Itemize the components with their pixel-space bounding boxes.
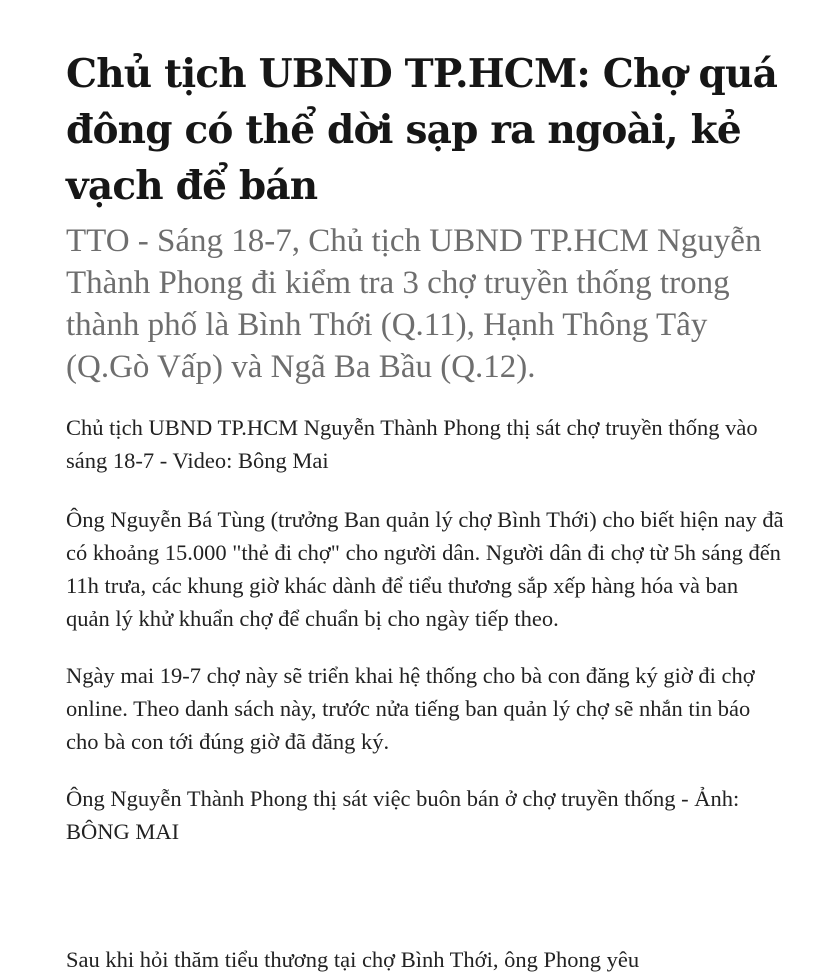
article (66, 46, 786, 848)
article-headline: Chủ tịch UBND TP.HCM: Chợ quá đông có thể dời sạp ra ngoài, kẻ vạch để bán (66, 51, 778, 209)
paragraph-1: Ông Nguyễn Bá Tùng (trưởng Ban quản lý chợ Bình Thới) cho biết hiện nay đã có khoảng 15.000 "thẻ đi chợ" cho người dân. Người dân đi chợ từ 5h sáng đến 11h trưa, các khung giờ khác dành để tiểu thương sắp xếp hàng hóa và ban quản lý khử khuẩn chợ để chuẩn bị cho ngày tiếp theo. (66, 507, 784, 631)
video-caption: Chủ tịch UBND TP.HCM Nguyễn Thành Phong thị sát chợ truyền thống vào sáng 18-7 - Video: Bông Mai (66, 415, 758, 473)
photo-caption: Ông Nguyễn Thành Phong thị sát việc buôn bán ở chợ truyền thống - Ảnh: BÔNG MAI (66, 786, 740, 844)
paragraph-2: Ngày mai 19-7 chợ này sẽ triển khai hệ thống cho bà con đăng ký giờ đi chợ online. Theo danh sách này, trước nửa tiếng ban quản lý chợ sẽ nhắn tin báo cho bà con tới đúng giờ đã đăng ký. (66, 663, 755, 754)
paragraph-3-cut-off: Sau khi hỏi thăm tiểu thương tại chợ Bình Thới, ông Phong yêu (66, 947, 640, 972)
article-sapo: TTO - Sáng 18-7, Chủ tịch UBND TP.HCM Nguyễn Thành Phong đi kiểm tra 3 chợ truyền thống trong thành phố là Bình Thới (Q.11), Hạnh Thông Tây (Q.Gò Vấp) và Ngã Ba Bầu (Q.12). (66, 223, 762, 385)
